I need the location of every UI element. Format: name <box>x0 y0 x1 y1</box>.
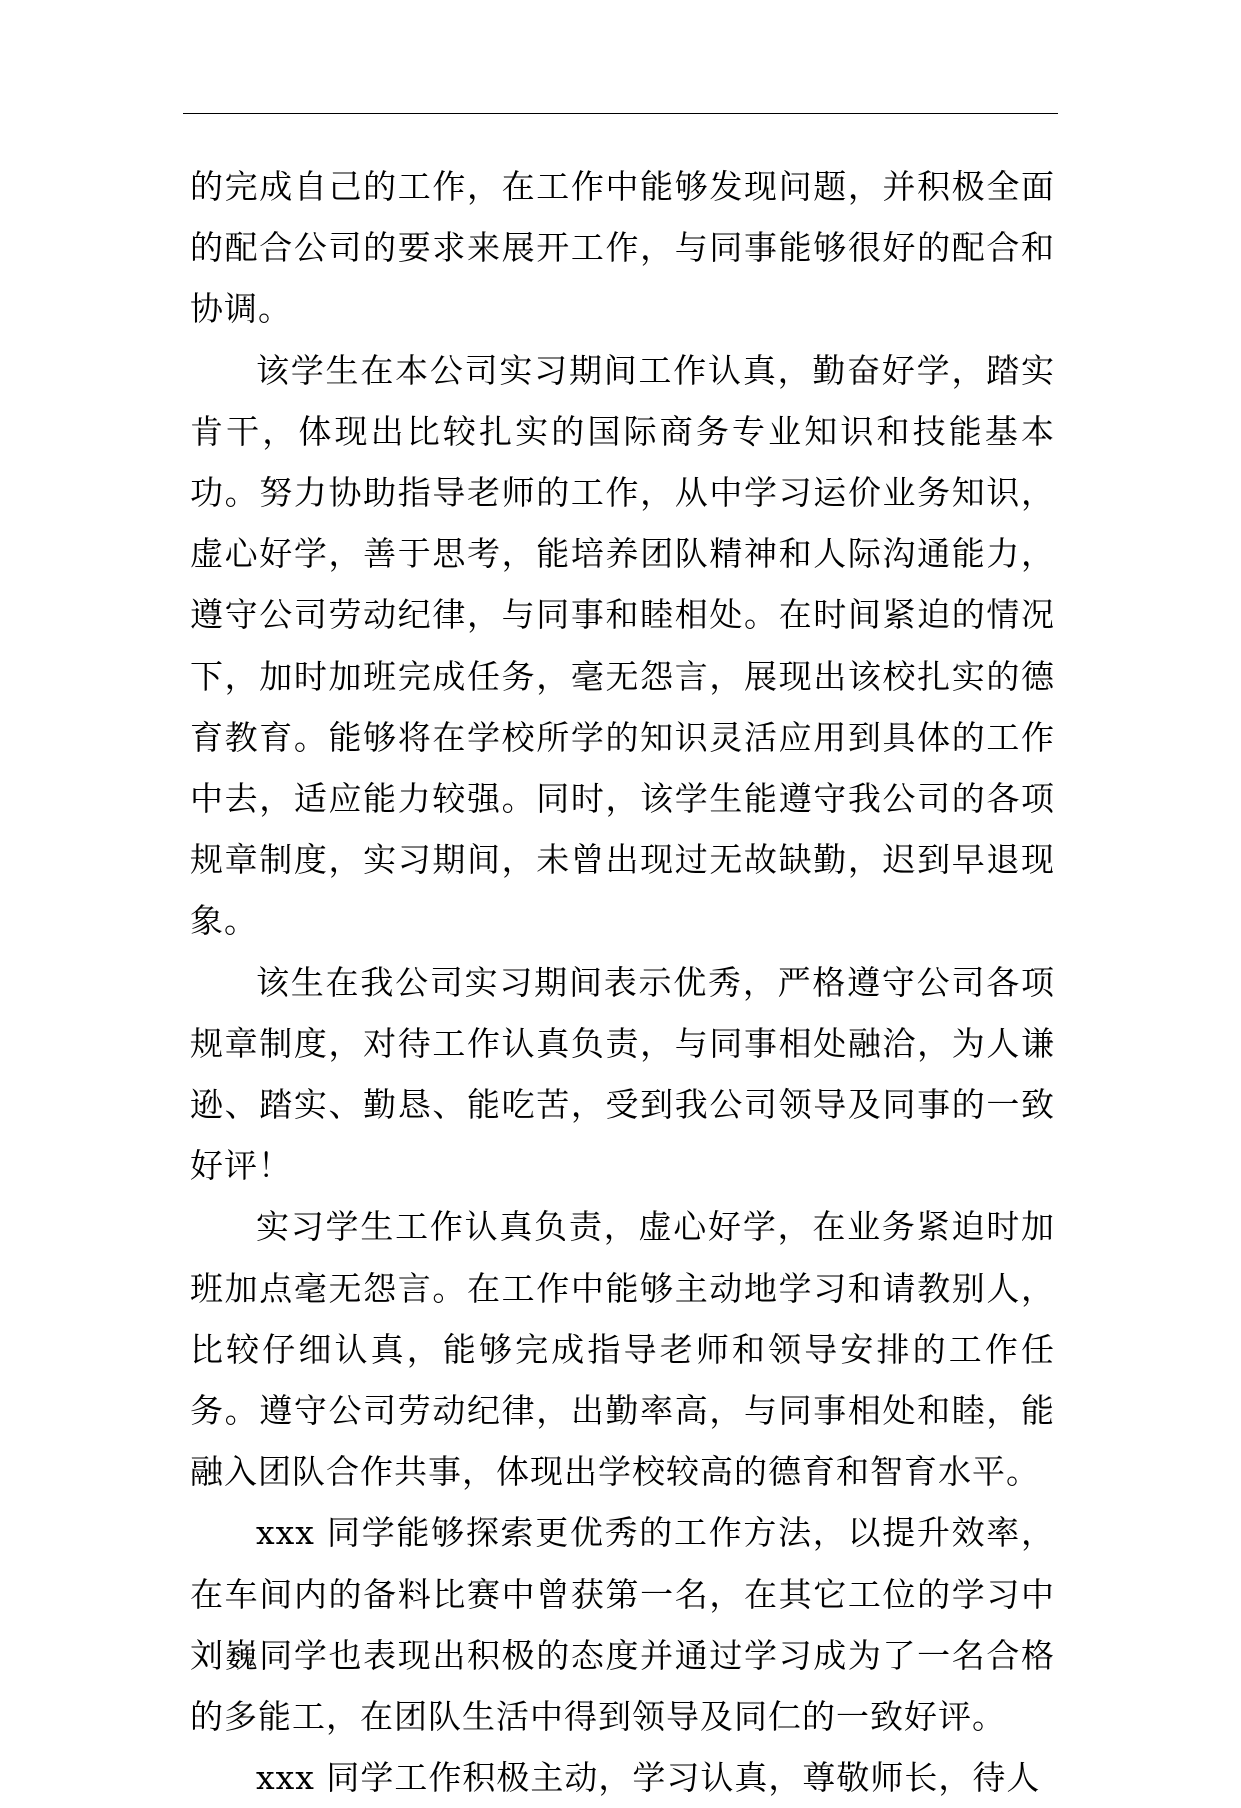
paragraph-diligent-work: 实习学生工作认真负责，虚心好学，在业务紧迫时加班加点毫无怨言。在工作中能够主动地学习和请教别人，比较仔细认真，能够完成指导老师和领导安排的工作任务。遵守公司劳动纪律，出勤率高，与同事相处和睦，能融入团队合作共事，体现出学校较高的德育和智育水平。 <box>190 1207 1055 1492</box>
paragraph-efficiency-award: xxx 同学能够探索更优秀的工作方法，以提升效率，在车间内的备料比赛中曾获第一名，在其它工位的学习中刘巍同学也表现出积极的态度并通过学习成为了一名合格的多能工，在团队生活中得到领导及同仁的一致好评。 <box>190 1513 1055 1737</box>
paragraph-internship-evaluation: 该学生在本公司实习期间工作认真，勤奋好学，踏实肯干，体现出比较扎实的国际商务专业知识和技能基本功。努力协助指导老师的工作，从中学习运价业务知识，虚心好学，善于思考，能培养团队精神和人际沟通能力，遵守公司劳动纪律，与同事和睦相处。在时间紧迫的情况下，加时加班完成任务，毫无怨言，展现出该校扎实的德育教育。能够将在学校所学的知识灵活应用到具体的工作中去，适应能力较强。同时，该学生能遵守我公司的各项规章制度，实习期间，未曾出现过无故缺勤，迟到早退现象。 <box>190 350 1055 941</box>
paragraph-proactive-student: xxx 同学工作积极主动，学习认真，尊敬师长，待人 <box>256 1758 1041 1798</box>
paragraph-excellent-performance: 该生在我公司实习期间表示优秀，严格遵守公司各项规章制度，对待工作认真负责，与同事相处融洽，为人谦逊、踏实、勤恳、能吃苦，受到我公司领导及同事的一致好评！ <box>190 962 1055 1186</box>
header-rule <box>183 113 1058 114</box>
document-body <box>190 156 1055 1808</box>
paragraph-continuation: 的完成自己的工作，在工作中能够发现问题，并积极全面的配合公司的要求来展开工作，与同事能够很好的配合和协调。 <box>190 167 1055 329</box>
